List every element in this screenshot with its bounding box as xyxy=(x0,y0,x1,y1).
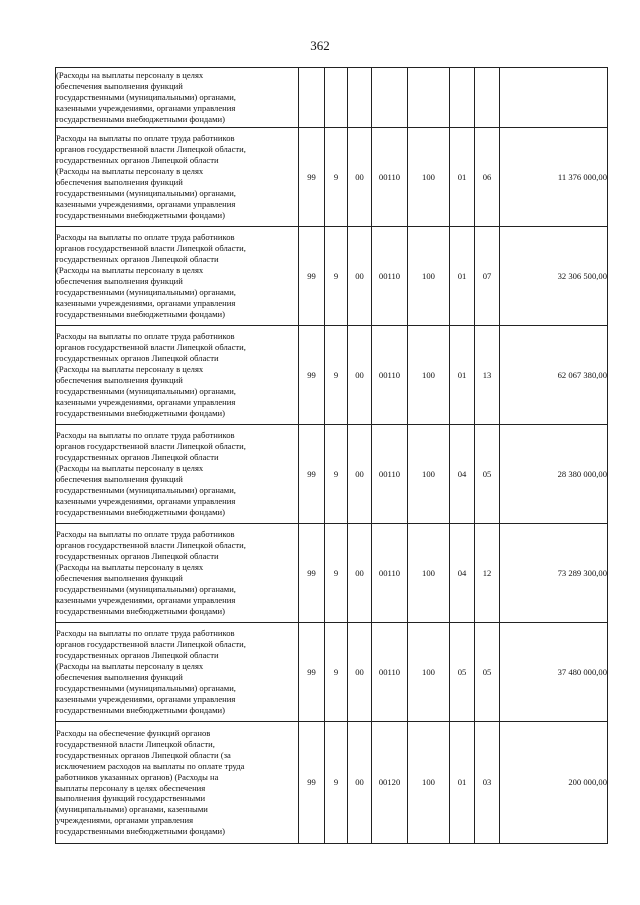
code-om: 00 xyxy=(348,623,372,722)
description-line: государственных органов Липецкой области xyxy=(56,155,219,166)
description-line: государственных органов Липецкой области xyxy=(56,254,219,265)
row-description xyxy=(56,722,299,844)
code-section: 01 xyxy=(450,722,475,844)
table-row xyxy=(56,425,608,524)
code-pgp: 9 xyxy=(325,425,348,524)
description-line: обеспечения выполнения функций xyxy=(56,573,183,583)
description-line: обеспечения выполнения функций xyxy=(56,81,183,92)
row-description xyxy=(56,623,299,722)
table-row xyxy=(56,326,608,425)
code-direction: 00110 xyxy=(372,524,408,623)
description-line: органов государственной власти Липецкой области, xyxy=(56,639,246,650)
table-row xyxy=(56,68,608,128)
code-pgp: 9 xyxy=(325,227,348,326)
description-line: выплаты персоналу в целях обеспечения xyxy=(56,782,206,793)
code-pgp: 9 xyxy=(325,326,348,425)
description-line: казенными учреждениями, органами управления xyxy=(56,396,236,407)
code-om: 00 xyxy=(348,524,372,623)
code-gp: 99 xyxy=(299,722,325,844)
table-row xyxy=(56,722,608,844)
description-line: Расходы на выплаты по оплате труда работников xyxy=(56,430,235,441)
table-row xyxy=(56,227,608,326)
code-subsection xyxy=(475,68,500,128)
description-line: органов государственной власти Липецкой области, xyxy=(56,243,246,254)
description-line: государственными внебюджетными фондами) xyxy=(56,407,226,418)
description-line: казенными учреждениями, органами управления xyxy=(56,102,236,113)
code-expense-type: 100 xyxy=(408,128,450,227)
amount-cell xyxy=(500,68,608,128)
table-body xyxy=(56,68,608,844)
description-line: органов государственной власти Липецкой области, xyxy=(56,540,246,551)
description-line: (Расходы на выплаты персоналу в целях xyxy=(56,70,204,81)
code-subsection: 12 xyxy=(475,524,500,623)
description-line: государственными внебюджетными фондами) xyxy=(56,308,226,319)
description-line: государственных органов Липецкой области xyxy=(56,650,219,661)
description-line: государственными внебюджетными фондами) xyxy=(56,704,226,715)
amount-cell: 11 376 000,00 xyxy=(500,128,608,227)
description-line: государственными внебюджетными фондами) xyxy=(56,209,226,220)
table-row xyxy=(56,623,608,722)
description-line: обеспечения выполнения функций xyxy=(56,375,183,385)
code-om: 00 xyxy=(348,722,372,844)
code-pgp: 9 xyxy=(325,623,348,722)
code-subsection: 06 xyxy=(475,128,500,227)
amount-cell: 37 480 000,00 xyxy=(500,623,608,722)
code-gp: 99 xyxy=(299,326,325,425)
description-line: исключением расходов на выплаты по оплате труда xyxy=(56,760,245,771)
code-expense-type: 100 xyxy=(408,425,450,524)
code-section: 01 xyxy=(450,128,475,227)
code-expense-type: 100 xyxy=(408,326,450,425)
description-line: (Расходы на выплаты персоналу в целях xyxy=(56,661,204,672)
row-description xyxy=(56,128,299,227)
description-line: государственными (муниципальными) органами, xyxy=(56,286,236,297)
code-direction: 00110 xyxy=(372,326,408,425)
code-expense-type: 100 xyxy=(408,524,450,623)
code-pgp xyxy=(325,68,348,128)
code-subsection: 07 xyxy=(475,227,500,326)
description-line: Расходы на выплаты по оплате труда работников xyxy=(56,628,235,639)
amount-cell: 28 380 000,00 xyxy=(500,425,608,524)
description-line: государственных органов Липецкой области xyxy=(56,551,219,562)
table-row xyxy=(56,524,608,623)
code-pgp: 9 xyxy=(325,524,348,623)
description-line: государственных органов Липецкой области (за xyxy=(56,749,231,760)
code-direction: 00120 xyxy=(372,722,408,844)
row-description xyxy=(56,227,299,326)
row-description xyxy=(56,524,299,623)
description-line: государственными внебюджетными фондами) xyxy=(56,605,226,616)
code-om: 00 xyxy=(348,425,372,524)
code-gp xyxy=(299,68,325,128)
code-om: 00 xyxy=(348,326,372,425)
description-line: учреждениями, органами управления xyxy=(56,815,194,826)
amount-cell: 62 067 380,00 xyxy=(500,326,608,425)
code-expense-type: 100 xyxy=(408,227,450,326)
description-line: обеспечения выполнения функций xyxy=(56,177,183,187)
code-direction: 00110 xyxy=(372,623,408,722)
code-expense-type: 100 xyxy=(408,623,450,722)
description-line: казенными учреждениями, органами управления xyxy=(56,693,236,704)
code-subsection: 03 xyxy=(475,722,500,844)
row-description xyxy=(56,425,299,524)
code-section: 05 xyxy=(450,623,475,722)
description-line: Расходы на выплаты по оплате труда работников xyxy=(56,232,235,243)
description-line: государственными (муниципальными) органами, xyxy=(56,484,236,495)
description-line: государственными (муниципальными) органами, xyxy=(56,385,236,396)
code-subsection: 05 xyxy=(475,425,500,524)
description-line: (Расходы на выплаты персоналу в целях xyxy=(56,463,204,474)
code-gp: 99 xyxy=(299,623,325,722)
description-line: казенными учреждениями, органами управления xyxy=(56,297,236,308)
description-line: казенными учреждениями, органами управления xyxy=(56,594,236,605)
table-row xyxy=(56,128,608,227)
description-line: государственными внебюджетными фондами) xyxy=(56,506,226,517)
description-line: государственных органов Липецкой области xyxy=(56,353,219,364)
code-subsection: 05 xyxy=(475,623,500,722)
description-line: Расходы на выплаты по оплате труда работников xyxy=(56,529,235,540)
description-line: (Расходы на выплаты персоналу в целях xyxy=(56,364,204,375)
code-direction xyxy=(372,68,408,128)
description-line: Расходы на выплаты по оплате труда работников xyxy=(56,331,235,342)
code-section xyxy=(450,68,475,128)
description-line: казенными учреждениями, органами управления xyxy=(56,495,236,506)
code-gp: 99 xyxy=(299,524,325,623)
description-line: обеспечения выполнения функций xyxy=(56,474,183,484)
description-line: государственных органов Липецкой области xyxy=(56,452,219,463)
amount-cell: 200 000,00 xyxy=(500,722,608,844)
code-direction: 00110 xyxy=(372,227,408,326)
code-section: 01 xyxy=(450,227,475,326)
description-line: обеспечения выполнения функций xyxy=(56,276,183,286)
code-gp: 99 xyxy=(299,425,325,524)
code-om xyxy=(348,68,372,128)
description-line: органов государственной власти Липецкой области, xyxy=(56,342,246,353)
description-line: обеспечения выполнения функций xyxy=(56,672,183,682)
description-line: государственными (муниципальными) органами, xyxy=(56,92,236,103)
code-pgp: 9 xyxy=(325,722,348,844)
code-om: 00 xyxy=(348,128,372,227)
description-line: выполнения функций государственными xyxy=(56,793,206,804)
code-section: 01 xyxy=(450,326,475,425)
description-line: органов государственной власти Липецкой области, xyxy=(56,144,246,155)
code-om: 00 xyxy=(348,227,372,326)
description-line: (муниципальными) органами, казенными xyxy=(56,804,208,815)
description-line: Расходы на выплаты по оплате труда работников xyxy=(56,133,235,144)
description-line: государственными (муниципальными) органами, xyxy=(56,187,236,198)
code-expense-type: 100 xyxy=(408,722,450,844)
page-number: 362 xyxy=(310,38,330,53)
code-gp: 99 xyxy=(299,128,325,227)
description-line: работников указанных органов) (Расходы на xyxy=(56,771,219,782)
description-line: государственными (муниципальными) органами, xyxy=(56,583,236,594)
description-line: органов государственной власти Липецкой области, xyxy=(56,441,246,452)
description-line: государственными (муниципальными) органами, xyxy=(56,682,236,693)
row-description xyxy=(56,326,299,425)
description-line: (Расходы на выплаты персоналу в целях xyxy=(56,562,204,573)
description-line: Расходы на обеспечение функций органов xyxy=(56,727,211,738)
code-direction: 00110 xyxy=(372,425,408,524)
amount-cell: 73 289 300,00 xyxy=(500,524,608,623)
code-direction: 00110 xyxy=(372,128,408,227)
amount-cell: 32 306 500,00 xyxy=(500,227,608,326)
code-section: 04 xyxy=(450,425,475,524)
row-description xyxy=(56,68,299,128)
budget-table xyxy=(55,67,608,844)
code-expense-type xyxy=(408,68,450,128)
code-gp: 99 xyxy=(299,227,325,326)
code-subsection: 13 xyxy=(475,326,500,425)
description-line: государственной власти Липецкой области, xyxy=(56,738,215,749)
code-section: 04 xyxy=(450,524,475,623)
code-pgp: 9 xyxy=(325,128,348,227)
description-line: (Расходы на выплаты персоналу в целях xyxy=(56,265,204,276)
description-line: государственными внебюджетными фондами) xyxy=(56,113,226,124)
description-line: казенными учреждениями, органами управления xyxy=(56,198,236,209)
description-line: (Расходы на выплаты персоналу в целях xyxy=(56,166,204,177)
description-line: государственными внебюджетными фондами) xyxy=(56,826,226,837)
